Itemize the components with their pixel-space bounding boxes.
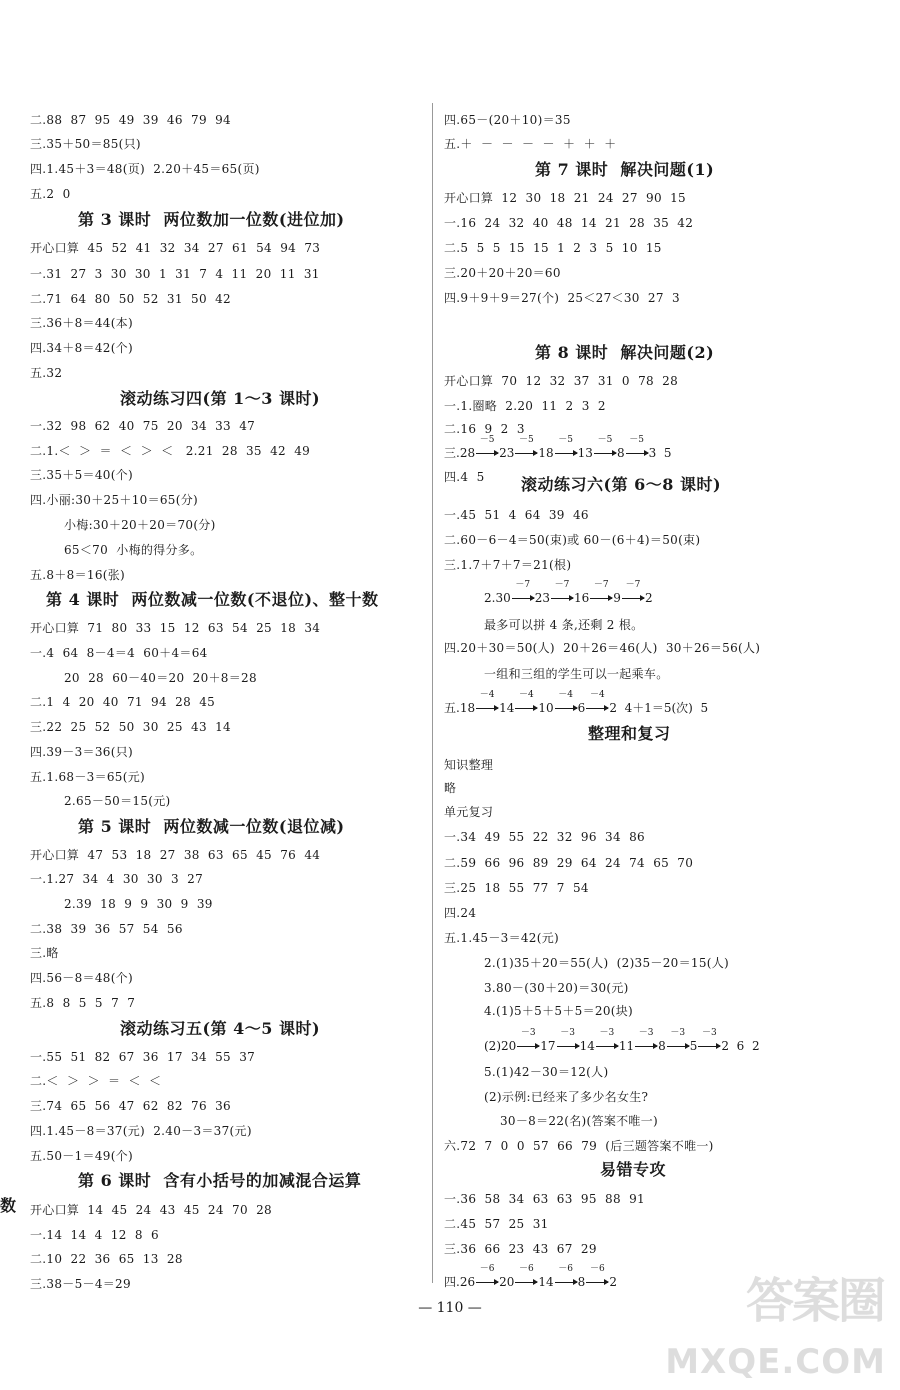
answer-line: 单元复习 — [444, 805, 494, 819]
arrow-label: －5 — [479, 435, 495, 445]
chain-node: 9 — [613, 591, 621, 605]
answer-line: 一.31 27 3 30 30 1 31 7 4 11 20 11 31 — [30, 267, 320, 281]
arrow-label: －4 — [519, 690, 534, 700]
section-heading: 第 6 课时 含有小括号的加减混合运算 — [78, 1171, 362, 1190]
arrow-label: －3 — [599, 1028, 615, 1038]
answer-line: 二.1 4 20 40 71 94 28 45 — [30, 695, 216, 709]
arrow-label: －6 — [479, 1264, 495, 1274]
section-heading: 第 5 课时 两位数减一位数(退位减) — [78, 817, 345, 836]
answer-line: 一.55 51 82 67 36 17 34 55 37 — [30, 1050, 256, 1064]
answer-line: 三.22 25 52 50 30 25 43 14 — [30, 720, 231, 734]
chain-node: 16 — [574, 591, 590, 605]
section-heading: 易错专攻 — [600, 1160, 667, 1179]
answer-line: 二.88 87 95 49 39 46 79 94 — [30, 113, 231, 127]
right-arrow-icon — [511, 580, 535, 606]
chain-node: 3 — [648, 446, 657, 460]
watermark-bottom-text: MXQE.COM — [665, 1342, 886, 1382]
arrow-label: －7 — [554, 580, 570, 590]
right-arrow-icon — [625, 435, 649, 461]
answer-line: 四.1.45－8＝37(元) 2.40－3＝37(元) — [30, 1124, 252, 1138]
right-arrow-icon — [589, 580, 613, 606]
chain-prefix: 2. — [484, 591, 496, 605]
answer-line: 小梅:30＋20＋20＝70(分) — [64, 518, 216, 532]
right-arrow-icon — [475, 690, 499, 716]
answer-line: 三.36＋8＝44(本) — [30, 316, 133, 330]
chain-node: 28 — [459, 446, 476, 460]
chain-node: 20 — [499, 1275, 515, 1289]
answer-line: 略 — [444, 781, 457, 795]
chain-node: 6 — [577, 701, 586, 715]
answer-line: 四.65－(20＋10)＝35 — [444, 113, 571, 127]
section-heading: 第 3 课时 两位数加一位数(进位加) — [78, 210, 345, 229]
chain-node: 17 — [540, 1039, 556, 1053]
answer-line: 二.16 9 2 3 — [444, 422, 525, 436]
answer-line: 五.1.45－3＝42(元) — [444, 931, 560, 945]
answer-line: 四.24 — [444, 906, 477, 920]
section-heading: 滚动练习五(第 4～5 课时) — [120, 1019, 321, 1038]
arrow-label: －3 — [638, 1028, 654, 1038]
answer-line: 三.38－5－4＝29 — [30, 1277, 131, 1291]
section-heading: 第 7 课时 解决问题(1) — [535, 160, 715, 179]
chain-node: 2 — [721, 1039, 730, 1053]
answer-line: 二.5 5 5 15 15 1 2 3 5 10 15 — [444, 241, 662, 255]
watermark-top-text: 答案圈 — [745, 1273, 884, 1329]
answer-line: 二.38 39 36 57 54 56 — [30, 922, 183, 936]
answer-line: 一.1.27 34 4 30 30 3 27 — [30, 872, 204, 886]
answer-line: 一.34 49 55 22 32 96 34 86 — [444, 830, 645, 844]
arrow-label: －4 — [558, 690, 574, 700]
chain-node: 2 — [609, 701, 617, 715]
right-arrow-icon — [621, 580, 645, 606]
chain-node: 18 — [538, 446, 554, 460]
edge-character: 数 — [0, 1196, 17, 1215]
arrow-label: －5 — [558, 435, 574, 445]
answer-line: 一.16 24 32 40 48 14 21 28 35 42 — [444, 216, 694, 230]
answer-line: 五.1.68－3＝65(元) — [30, 770, 146, 784]
answer-line: 四.56－8＝48(个) — [30, 971, 133, 985]
chain-prefix: 三. — [444, 446, 460, 460]
answer-line: 四.9＋9＋9＝27(个) 25＜27＜30 27 3 — [444, 291, 680, 305]
answer-line: 六.72 7 0 0 57 66 79 (后三题答案不唯一) — [444, 1139, 714, 1153]
chain-suffix: 6 2 — [729, 1039, 760, 1053]
arrow-chain — [484, 1028, 760, 1054]
answer-line: 五.＋ － － － － ＋ ＋ ＋ — [444, 137, 617, 151]
right-arrow-icon — [556, 1028, 580, 1054]
chain-node: 2 — [644, 591, 653, 605]
section-heading: 第 4 课时 两位数减一位数(不退位)、整十数 — [46, 590, 379, 609]
right-arrow-icon — [514, 435, 538, 461]
answer-line: 开心口算 71 80 33 15 12 63 54 25 18 34 — [30, 621, 321, 635]
answer-line: 开心口算 14 45 24 43 45 24 70 28 — [30, 1203, 272, 1217]
arrow-label: －3 — [702, 1028, 717, 1038]
chain-node: 30 — [495, 591, 511, 605]
chain-node: 26 — [459, 1275, 476, 1289]
answer-line: 二.60－6－4＝50(束)或 60－(6＋4)＝50(束) — [444, 533, 701, 547]
arrow-label: －5 — [597, 435, 613, 445]
section-heading: 整理和复习 — [588, 724, 671, 743]
watermark-logo — [665, 1262, 890, 1382]
arrow-label: －7 — [593, 580, 609, 590]
answer-line: 三.36 66 23 43 67 29 — [444, 1242, 597, 1256]
answer-line: 五.2 0 — [30, 187, 71, 201]
answer-line: 四.1.45＋3＝48(页) 2.20＋45＝65(页) — [30, 162, 260, 176]
answer-line: 一.4 64 8－4＝4 60＋4＝64 — [30, 646, 208, 660]
arrow-label: －3 — [560, 1028, 575, 1038]
section-heading: 滚动练习四(第 1～3 课时) — [120, 389, 321, 408]
chain-node: 8 — [616, 446, 625, 460]
arrow-chain — [444, 690, 709, 716]
answer-line: 三.35＋5＝40(个) — [30, 468, 133, 482]
column-divider — [432, 103, 433, 1283]
answer-line: 2.39 18 9 9 30 9 39 — [64, 897, 213, 911]
answer-line: 五.32 — [30, 366, 63, 380]
answer-line: 二.10 22 36 65 13 28 — [30, 1252, 183, 1266]
arrow-label: －4 — [479, 690, 495, 700]
arrow-label: －7 — [515, 580, 531, 590]
answer-line: 二.71 64 80 50 52 31 50 42 — [30, 292, 231, 306]
right-arrow-icon — [475, 1264, 499, 1290]
arrow-label: －5 — [629, 435, 644, 445]
arrow-label: －3 — [670, 1028, 686, 1038]
chain-node: 8 — [658, 1039, 666, 1053]
answer-line: 一.45 51 4 64 39 46 — [444, 508, 589, 522]
chain-suffix: 4＋1＝5(次) 5 — [616, 701, 709, 715]
answer-line: 5.(1)42－30＝12(人) — [484, 1065, 609, 1079]
chain-node: 20 — [501, 1039, 517, 1053]
section-heading: 第 8 课时 解决问题(2) — [535, 343, 715, 362]
chain-node: 2 — [609, 1275, 617, 1289]
answer-line: 五.8 8 5 5 7 7 — [30, 996, 136, 1010]
answer-line: 三.1.7＋7＋7＝21(根) — [444, 558, 572, 572]
chain-node: 11 — [618, 1039, 635, 1053]
answer-line: 三.略 — [30, 946, 59, 960]
chain-node: 14 — [538, 1275, 554, 1289]
arrow-label: －7 — [625, 580, 641, 590]
chain-node: 18 — [459, 701, 476, 715]
answer-line: 二.45 57 25 31 — [444, 1217, 549, 1231]
right-arrow-icon — [666, 1028, 690, 1054]
answer-line: 五.8＋8＝16(张) — [30, 568, 126, 582]
answer-line: 五.50－1＝49(个) — [30, 1149, 133, 1163]
right-arrow-icon — [554, 1264, 578, 1290]
arrow-label: －6 — [589, 1264, 605, 1274]
answer-line: (2)示例:已经来了多少名女生? — [484, 1090, 649, 1104]
arrow-label: －5 — [519, 435, 534, 445]
answer-line: 三.35＋50＝85(只) — [30, 137, 141, 151]
right-arrow-icon — [595, 1028, 619, 1054]
answer-line: 开心口算 12 30 18 21 24 27 90 15 — [444, 191, 686, 205]
section-heading: 滚动练习六(第 6～8 课时) — [521, 475, 722, 494]
answer-line: 4.(1)5＋5＋5＋5＝20(块) — [484, 1004, 634, 1018]
answer-line: 2.65－50＝15(元) — [64, 794, 171, 808]
chain-prefix: 四. — [444, 1275, 460, 1289]
answer-line: 三.20＋20＋20＝60 — [444, 266, 561, 280]
answer-line: 一.14 14 4 12 8 6 — [30, 1228, 159, 1242]
right-arrow-icon — [634, 1028, 658, 1054]
right-arrow-icon — [554, 435, 578, 461]
right-arrow-icon — [516, 1028, 540, 1054]
answer-line: 开心口算 47 53 18 27 38 63 65 45 76 44 — [30, 848, 321, 862]
arrow-label: －3 — [520, 1028, 536, 1038]
right-arrow-icon — [514, 1264, 538, 1290]
chain-prefix: (2) — [484, 1039, 501, 1053]
right-arrow-icon — [475, 435, 499, 461]
chain-node: 14 — [579, 1039, 595, 1053]
arrow-chain — [444, 1264, 617, 1290]
chain-prefix: 五. — [444, 701, 460, 715]
answer-line: 一.36 58 34 63 63 95 88 91 — [444, 1192, 645, 1206]
answer-line: 一组和三组的学生可以一起乘车。 — [484, 667, 669, 681]
chain-suffix: 5 — [656, 446, 672, 460]
answer-line: 2.(1)35＋20＝55(人) (2)35－20＝15(人) — [484, 956, 730, 970]
answer-line: 开心口算 45 52 41 32 34 27 61 54 94 73 — [30, 241, 321, 255]
chain-node: 14 — [499, 701, 515, 715]
arrow-label: －4 — [589, 690, 605, 700]
answer-line: 一.1.圈略 2.20 11 2 3 2 — [444, 399, 606, 413]
answer-line: 知识整理 — [444, 758, 494, 772]
answer-line: 四.4 5 — [444, 470, 485, 484]
right-arrow-icon — [554, 690, 578, 716]
answer-line: 3.80－(30＋20)＝30(元) — [484, 981, 629, 995]
right-arrow-icon — [514, 690, 538, 716]
answer-line: 一.32 98 62 40 75 20 34 33 47 — [30, 419, 256, 433]
right-arrow-icon — [593, 435, 617, 461]
chain-node: 10 — [538, 701, 554, 715]
chain-node: 23 — [499, 446, 515, 460]
chain-node: 23 — [534, 591, 551, 605]
right-arrow-icon — [550, 580, 574, 606]
answer-line: 二.59 66 96 89 29 64 24 74 65 70 — [444, 856, 694, 870]
arrow-chain — [444, 435, 672, 461]
chain-node: 5 — [689, 1039, 698, 1053]
right-arrow-icon — [585, 690, 609, 716]
arrow-label: －6 — [519, 1264, 534, 1274]
answer-line: 三.74 65 56 47 62 82 76 36 — [30, 1099, 231, 1113]
right-arrow-icon — [585, 1264, 609, 1290]
arrow-label: －6 — [558, 1264, 574, 1274]
answer-line: 开心口算 70 12 32 37 31 0 78 28 — [444, 374, 679, 388]
answer-line: 二.＜ ＞ ＞ ＝ ＜ ＜ — [30, 1074, 162, 1088]
answer-line: 65＜70 小梅的得分多。 — [64, 543, 203, 557]
chain-node: 13 — [577, 446, 593, 460]
answer-line: 二.1.＜ ＞ ＝ ＜ ＞ ＜ 2.21 28 35 42 49 — [30, 444, 311, 458]
arrow-chain — [484, 580, 653, 606]
answer-line: 四.20＋30＝50(人) 20＋26＝46(人) 30＋26＝56(人) — [444, 641, 761, 655]
answer-line: 三.25 18 55 77 7 54 — [444, 881, 589, 895]
answer-line: 最多可以拼 4 条,还剩 2 根。 — [484, 618, 644, 632]
answer-line: 四.小丽:30＋25＋10＝65(分) — [30, 493, 198, 507]
answer-line: 20 28 60－40＝20 20＋8＝28 — [64, 671, 257, 685]
page-number: — 110 — — [418, 1300, 482, 1316]
answer-line: 30－8＝22(名)(答案不唯一) — [500, 1114, 659, 1128]
answer-line: 四.34＋8＝42(个) — [30, 341, 133, 355]
right-arrow-icon — [697, 1028, 721, 1054]
answer-line: 四.39－3＝36(只) — [30, 745, 133, 759]
chain-node: 8 — [577, 1275, 586, 1289]
